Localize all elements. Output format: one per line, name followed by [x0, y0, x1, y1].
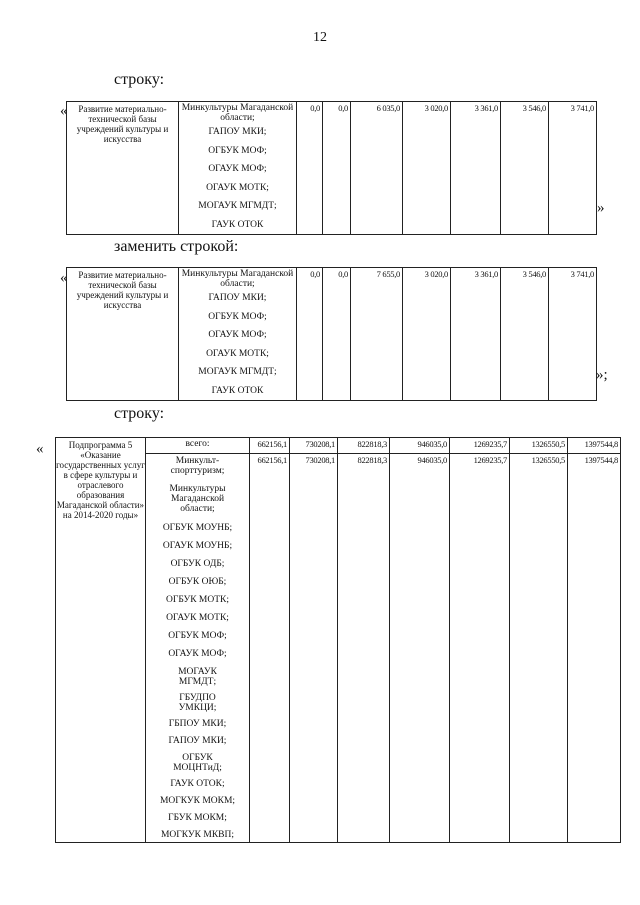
page-number: 12 — [313, 30, 327, 45]
executor-item: МОГКУК МКВП; — [160, 830, 234, 840]
value-cell: 3 361,0 — [451, 268, 501, 401]
value-cell: 7 655,0 — [351, 268, 403, 401]
value-cell: 1397544,8 — [568, 454, 621, 843]
executor-list — [146, 454, 250, 843]
executor-item: ОГБУК МОФ; — [208, 311, 267, 322]
row-name: Развитие материально-технической базы учреждений культуры и искусства — [67, 268, 179, 401]
total-value-cell: 822818,3 — [338, 438, 390, 454]
close-quote-1: » — [597, 200, 605, 216]
executor-list — [179, 268, 297, 401]
total-label: всего: — [146, 438, 250, 454]
executor-item: ОГБУК МОФ; — [168, 631, 227, 641]
executor-item: ГБУДПО УМКЦИ; — [178, 693, 217, 713]
executor-item: ОГБУК МОЦНТиД; — [173, 753, 222, 773]
value-cell: 730208,1 — [290, 454, 338, 843]
value-cell: 946035,0 — [390, 454, 450, 843]
executor-item: ГБПОУ МКИ; — [168, 719, 227, 729]
executor-item: ГАУК ОТОК — [211, 385, 264, 396]
executor-item: ОГБУК МОУНБ; — [162, 523, 233, 533]
value-cell: 6 035,0 — [351, 102, 403, 235]
executor-list — [179, 102, 297, 235]
executor-item: МОГАУК МГМДТ; — [178, 667, 217, 687]
executor-item: ГБУК МОКМ; — [168, 813, 227, 823]
executor-item: ОГБУК МОФ; — [208, 145, 267, 156]
executor-item: ОГАУК МОТК; — [166, 613, 229, 623]
value-cell: 3 741,0 — [549, 102, 597, 235]
executor-item: МОГКУК МОКМ; — [159, 796, 236, 806]
executor-item: ОГБУК МОТК; — [166, 595, 229, 605]
executor-item: ОГАУК МОТК; — [206, 348, 269, 359]
executor-item: ОГАУК МОФ; — [208, 164, 267, 174]
executor-item: МОГАУК МГМДТ; — [198, 367, 277, 377]
executor-item: Минкульт-спорттуризм; — [170, 456, 225, 476]
executor-item: ОГАУК МОУНБ; — [162, 541, 233, 551]
open-quote-3: « — [36, 441, 44, 457]
executor-item: ОГАУК МОФ; — [168, 649, 227, 659]
value-cell: 1269235,7 — [450, 454, 510, 843]
value-cell: 3 741,0 — [549, 268, 597, 401]
executor-item: ГАУК ОТОК — [211, 219, 264, 230]
table-new-row — [66, 267, 597, 401]
total-value-cell: 662156,1 — [250, 438, 290, 454]
phrase-stroku-2: строку: — [114, 405, 165, 422]
total-value-cell: 946035,0 — [390, 438, 450, 454]
close-quote-2: »; — [596, 367, 608, 383]
value-cell: 3 020,0 — [403, 268, 451, 401]
executor-item: Минкультуры Магаданской области; — [181, 103, 294, 123]
value-cell: 3 020,0 — [403, 102, 451, 235]
value-cell: 822818,3 — [338, 454, 390, 843]
executor-item: ГАПОУ МКИ; — [208, 293, 267, 303]
executor-item: ОГБУК ОДБ; — [170, 559, 225, 569]
phrase-zamenit: заменить строкой: — [114, 238, 239, 255]
executor-item: ОГАУК МОТК; — [206, 182, 269, 193]
table-subprogram-row — [55, 437, 621, 843]
value-cell: 1326550,5 — [510, 454, 568, 843]
executor-item: ГАУК ОТОК; — [170, 779, 225, 789]
row-name: Развитие материально-технической базы учреждений культуры и искусства — [67, 102, 179, 235]
row-name: Подпрограмма 5 «Оказание государственных услуг в сфере культуры и отраслевого образования Магаданской области» на 2014-2020 годы» — [56, 438, 146, 843]
value-cell: 662156,1 — [250, 454, 290, 843]
executor-item: Минкультуры Магаданской области; — [169, 484, 226, 514]
value-cell: 3 546,0 — [501, 268, 549, 401]
open-quote-2: « — [60, 270, 68, 286]
value-cell: 0,0 — [297, 102, 323, 235]
total-value-cell: 1397544,8 — [568, 438, 621, 454]
executor-item: Минкультуры Магаданской области; — [181, 269, 294, 289]
value-cell: 0,0 — [323, 102, 351, 235]
executor-item: МОГАУК МГМДТ; — [198, 201, 277, 211]
open-quote-1: « — [60, 103, 68, 119]
executor-item: ГАПОУ МКИ; — [208, 127, 267, 137]
executor-item: ОГБУК ОЮБ; — [168, 577, 227, 587]
executor-item: ГАПОУ МКИ; — [168, 736, 227, 746]
total-value-cell: 1326550,5 — [510, 438, 568, 454]
total-value-cell: 730208,1 — [290, 438, 338, 454]
total-value-cell: 1269235,7 — [450, 438, 510, 454]
value-cell: 0,0 — [323, 268, 351, 401]
value-cell: 3 361,0 — [451, 102, 501, 235]
phrase-stroku-1: строку: — [114, 71, 165, 88]
value-cell: 0,0 — [297, 268, 323, 401]
table-old-row — [66, 101, 597, 235]
value-cell: 3 546,0 — [501, 102, 549, 235]
executor-item: ОГАУК МОФ; — [208, 330, 267, 340]
